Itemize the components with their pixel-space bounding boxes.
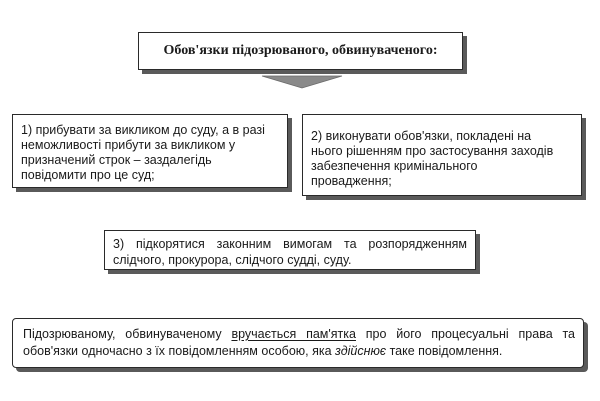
- duty-1-line-1: 1) прибувати за викликом до суду, а в разі: [21, 123, 265, 137]
- duty-box-2: [302, 114, 582, 196]
- duty-1-line-2: неможливості прибути за викликом у: [21, 138, 236, 152]
- duty-3-line-1: 3) підкорятися законним вимогам та розпорядженням: [113, 237, 467, 251]
- duty-2-line-3: забезпечення кримінального: [311, 159, 478, 173]
- duty-box-3: [104, 230, 476, 270]
- note-line-2: [23, 343, 575, 360]
- note-line-2-end: таке повідомлення.: [386, 344, 503, 358]
- duty-1-line-4: повідомити про це суд;: [21, 168, 155, 182]
- note-line-1-start: Підозрюваному, обвинуваченому: [23, 327, 232, 341]
- note-box: [12, 318, 584, 368]
- note-emphasis-memo: вручається пам'ятка: [231, 327, 356, 341]
- duty-3-line-2: слідчого, прокурора, слідчого судді, суду.: [113, 253, 352, 267]
- duty-2-line-1: 2) виконувати обов'язки, покладені на: [311, 129, 532, 143]
- note-emphasis-performs: здійснює: [335, 344, 387, 358]
- duty-2-line-4: провадження;: [311, 174, 392, 188]
- down-arrow-icon: [262, 76, 342, 88]
- note-line-1-end: про його процесуальні права та: [355, 327, 575, 341]
- duty-2-line-2: нього рішенням про застосування заходів: [311, 144, 554, 158]
- diagram-title: Обов'язки підозрюваного, обвинуваченого:: [163, 43, 438, 58]
- note-line-2-start: обов'язки одночасно з їх повідомленням особою, яка: [23, 344, 336, 358]
- duty-1-line-3: призначений строк – заздалегідь: [21, 153, 212, 167]
- title-box: [138, 32, 463, 70]
- duty-box-1: [12, 114, 288, 188]
- note-line-1: [23, 326, 575, 343]
